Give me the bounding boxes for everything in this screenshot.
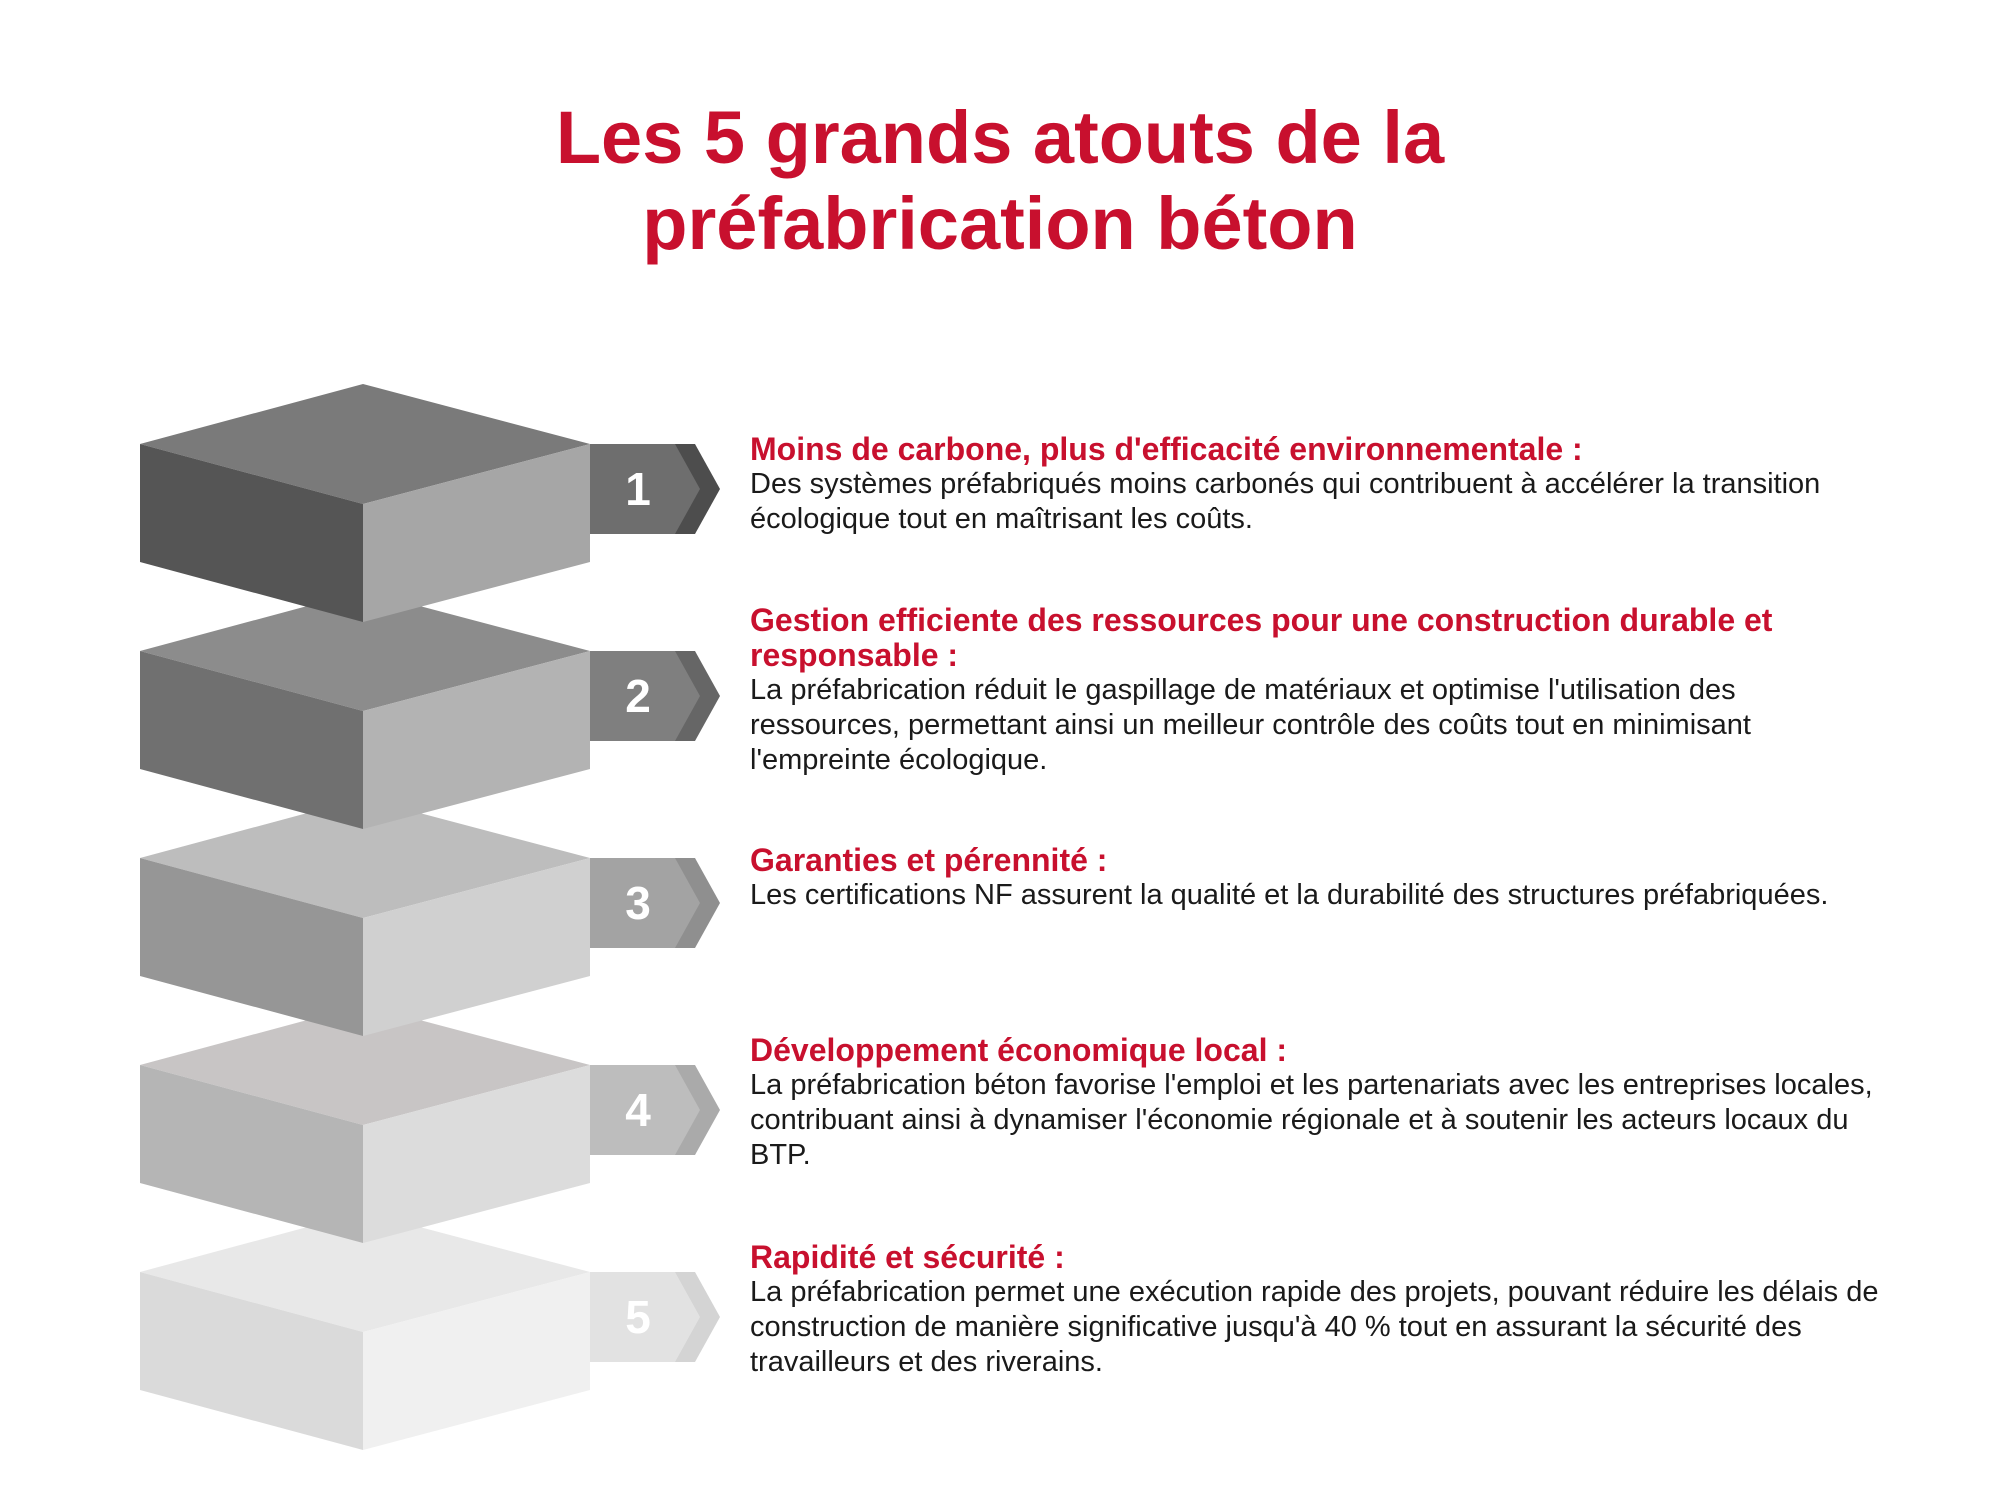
number-badge-4 [590, 1065, 720, 1155]
item-4 [750, 1033, 1880, 1173]
item-1-heading: Moins de carbone, plus d'efficacité environnementale : [750, 431, 1583, 467]
number-badge-2 [590, 651, 720, 741]
block-3 [140, 798, 720, 1036]
number-badge-1 [590, 444, 720, 534]
item-2-heading: Gestion efficiente des ressources pour une construction durable et responsable : [750, 602, 1773, 673]
item-4-heading: Développement économique local : [750, 1032, 1287, 1068]
item-5-text: La préfabrication permet une exécution rapide des projets, pouvant réduire les délais de construction de manière significative jusqu'à 40 % tout en assurant la sécurité des travailleurs et des riverains. [750, 1276, 1879, 1378]
title-line-2: préfabrication béton [642, 182, 1358, 265]
item-3 [750, 843, 1880, 913]
item-3-text: Les certifications NF assurent la qualité et la durabilité des structures préfabriquées. [750, 879, 1829, 911]
block-2 [140, 591, 720, 829]
badge-number: 1 [625, 463, 651, 515]
item-4-text: La préfabrication béton favorise l'emploi et les partenariats avec les entreprises locales, contribuant ainsi à dynamiser l'économie régionale et à soutenir les acteurs locaux du BTP. [750, 1069, 1873, 1171]
block-1 [140, 384, 720, 622]
item-3-heading: Garanties et pérennité : [750, 842, 1108, 878]
title-line-1: Les 5 grands atouts de la [555, 96, 1445, 179]
item-5 [750, 1240, 1880, 1380]
number-badge-3 [590, 858, 720, 948]
number-badge-5 [590, 1272, 720, 1362]
badge-number: 5 [625, 1291, 651, 1343]
badge-number: 3 [625, 877, 651, 929]
badge-number: 4 [625, 1084, 651, 1136]
item-2 [750, 603, 1880, 778]
item-1-text: Des systèmes préfabriqués moins carbonés qui contribuent à accélérer la transition écologique tout en maîtrisant les coûts. [750, 468, 1821, 535]
block-5 [140, 1212, 720, 1450]
item-1 [750, 432, 1880, 537]
badge-number: 2 [625, 670, 651, 722]
block-4 [140, 1005, 720, 1243]
item-5-heading: Rapidité et sécurité : [750, 1239, 1065, 1275]
item-2-text: La préfabrication réduit le gaspillage de matériaux et optimise l'utilisation des ressources, permettant ainsi un meilleur contrôle des coûts tout en minimisant l'empreinte écologique. [750, 674, 1751, 776]
